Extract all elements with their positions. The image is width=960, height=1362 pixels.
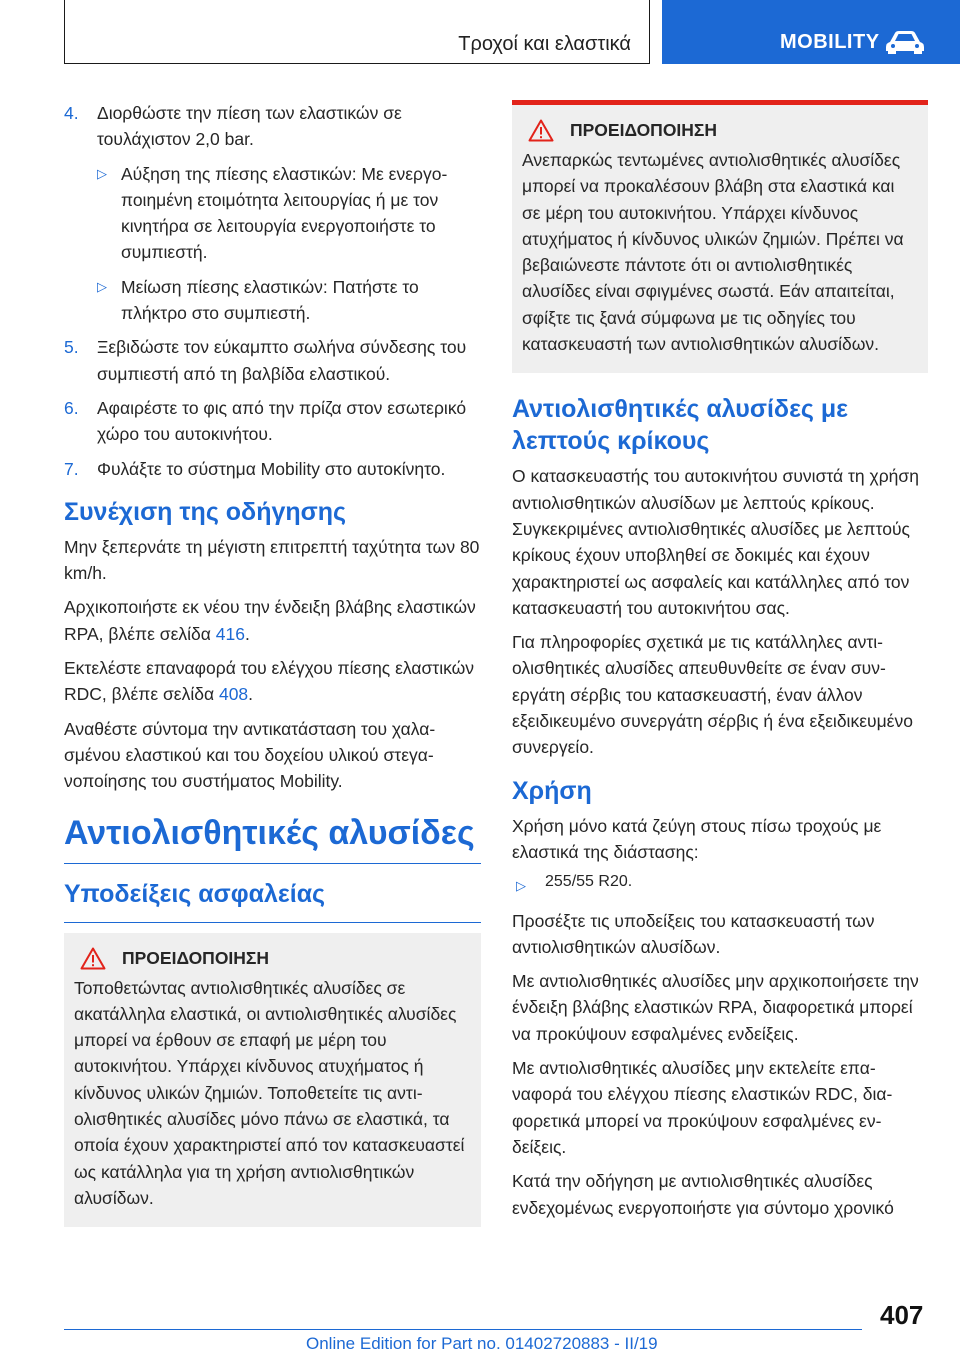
page-number: 407 (880, 1300, 924, 1330)
warning-text: Ανεπαρκώς τεντωμένες αντιολισθητικές αλυσίδες μπορεί να προκαλέσουν βλάβη στα ελαστικά και σε μέρη του αυτοκινήτου. Υπάρχει κίνδυνος ατυχήματος ή κίνδυνος υλικών ζημιών. Πρέπει να βεβαιώνεστε πάντοτε ότι οι αντιολισθητικές αλυσίδες είναι σφιγμένες σωστά. Εάν απαιτείται, σφίξτε τις ξανά σύμφωνα με τις οδηγίες του κατασκευαστή των αντιολισθητικών αλυσίδων. (522, 150, 904, 355)
substep-increase (97, 161, 481, 266)
manufacturer-recommendation-text: Ο κατασκευαστής του αυτοκινήτου συνιστά τη χρήση αντιολισθητικών αλυσίδων με λεπτούς κρίκους. Συγκεκριμένες αντιολισθητικές αλυσίδες με λεπτούς κρίκους έχουν υποβληθεί σε δοκιμές και έχουν χαρακτηριστεί ως ασφαλείς και κατάλληλες από τον κατασκευαστή του αυτοκινήτου σας. (512, 466, 919, 618)
step-6 (64, 395, 481, 448)
header-section-box (64, 0, 650, 64)
step-number: 7. (64, 458, 79, 479)
left-column (64, 100, 481, 1247)
step-4 (64, 100, 481, 153)
tyre-size-text: 255/55 R20. (545, 873, 633, 891)
substep-text: Αύξηση της πίεσης ελαστικών: Με ενεργοποιημένη ετοιμότητα λειτουργίας ή με τον κινητήρα σε λειτουργία ενεργοποιήστε το συμπιεστή. (121, 163, 448, 263)
triangle-bullet-icon: ▷ (516, 878, 526, 894)
step-5 (64, 334, 481, 387)
footer-divider (64, 1329, 862, 1330)
service-partner-text: Για πληροφορίες σχετικά με τις κατάλληλες αντιολισθητικές αλυσίδες απευθυνθείτε σε έναν συνεργάτη σέρβις του κατασκευαστή, έναν άλλον εξειδικευμένο συνεργάτη σέρβις ή ένα εξειδικευμένο συνεργείο. (512, 632, 913, 758)
continue-driving-heading: Συνέχιση της οδήγησης (64, 497, 347, 526)
warning-box-right (512, 100, 928, 373)
replacement-text: Αναθέστε σύντομα την αντικατάσταση του χαλασμένου ελαστικού και του δοχείου υλικού στεγανοποίησης του συστήματος Mobility. (64, 718, 436, 792)
section-title: Τροχοί και ελαστικά (458, 33, 631, 55)
footer-edition-text: Online Edition for Part no. 01402720883 - II/19 (306, 1334, 658, 1353)
step-7 (64, 456, 481, 482)
warning-title-text: ΠΡΟΕΙΔΟΠΟΙΗΣΗ (122, 947, 270, 968)
safety-notes-heading: Υποδείξεις ασφαλείας (64, 878, 481, 923)
step-text: Ξεβιδώστε τον εύκαμπτο σωλήνα σύνδεσης του συμπιεστή από τη βαλβίδα ελαστικού. (97, 337, 467, 384)
page-link-416[interactable]: 416 (215, 623, 245, 644)
step-number: 6. (64, 397, 79, 418)
snow-chains-heading: Αντιολισθητικές αλυσίδες (64, 811, 481, 864)
substep-text: Μείωση πίεσης ελαστικών: Πατήστε το πλήκτρο στο συμπιεστή. (121, 276, 419, 324)
chain-manufacturer-notes-text: Προσέξτε τις υποδείξεις του κατασκευαστή των αντιολισθητικών αλυσίδων. (512, 910, 875, 957)
step-number: 4. (64, 103, 79, 123)
warning-triangle-icon (80, 947, 106, 970)
chapter-label: MOBILITY (780, 31, 880, 53)
rpa-reset-text: Αρχικοποιήστε εκ νέου την ένδειξη βλάβης ελαστικών RPA, βλέπε σελίδα 416. (64, 597, 476, 644)
step-text: Αφαιρέστε το φις από την πρίζα στον εσωτερικό χώρο του αυτοκινήτου. (97, 397, 467, 445)
triangle-bullet-icon: ▷ (97, 278, 107, 294)
driving-with-chains-text: Κατά την οδήγηση με αντιολισθητικές αλυσίδες ενδεχομένως ενεργοποιήστε για σύντομο χρονικό (512, 1171, 894, 1218)
warning-text: Τοποθετώντας αντιολισθητικές αλυσίδες σε ακατάλληλα ελαστικά, οι αντιολισθητικές αλυσίδες μπορεί να έρθουν σε επαφή με μέρη του αυτοκινήτου. Υπάρχει κίνδυνος ατυχήματος ή κίνδυνος υλικών ζημιών. Τοποθετείτε τις αντιολισθητικές αλυσίδες μόνο πάνω σε ελαστικά, τα οποία έχουν χαρακτηριστεί από τον κατασκευαστεί ως κατάλληλα για τη χρήση αντιολισθητικών αλυσίδων. (74, 977, 465, 1208)
step-text: Φυλάξτε το σύστημα Mobility στο αυτοκίνητο. (97, 458, 446, 479)
rdc-reset-text: Εκτελέστε επαναφορά του ελέγχου πίεσης ελαστικών RDC, βλέπε σελίδα 408. (64, 658, 475, 705)
speed-limit-text: Μην ξεπερνάτε τη μέγιστη επιτρεπτή ταχύτητα των 80 km/h. (64, 536, 480, 584)
usage-pairs-text: Χρήση μόνο κατά ζεύγη στους πίσω τροχούς με ελαστικά της διάστασης: (512, 815, 882, 862)
warning-box-left (64, 933, 481, 1228)
car-icon (884, 30, 926, 54)
usage-heading: Χρήση (512, 776, 592, 805)
step-text: Διορθώστε την πίεση των ελαστικών σε τουλάχιστον 2,0 bar. (97, 103, 402, 150)
triangle-bullet-icon: ▷ (97, 165, 107, 181)
rdc-warning-text: Με αντιολισθητικές αλυσίδες μην εκτελείτε επαναφορά του ελέγχου πίεσης ελαστικών RDC, διαφορετικά μπορεί να προκύψουν εσφαλμένες ενδείξεις. (512, 1058, 893, 1157)
warning-triangle-icon (528, 119, 554, 142)
chapter-tab[interactable] (662, 0, 960, 64)
warning-title (74, 947, 469, 970)
tyre-size-item (512, 873, 928, 899)
substep-decrease (97, 274, 481, 327)
right-column (512, 100, 928, 1229)
rpa-warning-text: Με αντιολισθητικές αλυσίδες μην αρχικοποιήσετε την ένδειξη βλάβης ελαστικών RPA, διαφορετικά μπορεί να προκύψουν εσφαλμένες ενδείξεις. (512, 971, 919, 1044)
rpa-reset-label: Αρχικοποιήστε εκ νέου την ένδειξη βλάβης ελαστικών RPA, βλέπε σελίδα (64, 597, 476, 644)
warning-title (522, 119, 916, 142)
warning-title-text: ΠΡΟΕΙΔΟΠΟΙΗΣΗ (570, 120, 718, 140)
page-link-408[interactable]: 408 (218, 684, 249, 705)
fine-link-chains-heading: Αντιολισθητικές αλυσίδες με λεπτούς κρίκους (512, 395, 849, 456)
step-number: 5. (64, 337, 79, 358)
rdc-reset-label: Εκτελέστε επαναφορά του ελέγχου πίεσης ελαστικών RDC, βλέπε σελίδα (64, 658, 475, 705)
